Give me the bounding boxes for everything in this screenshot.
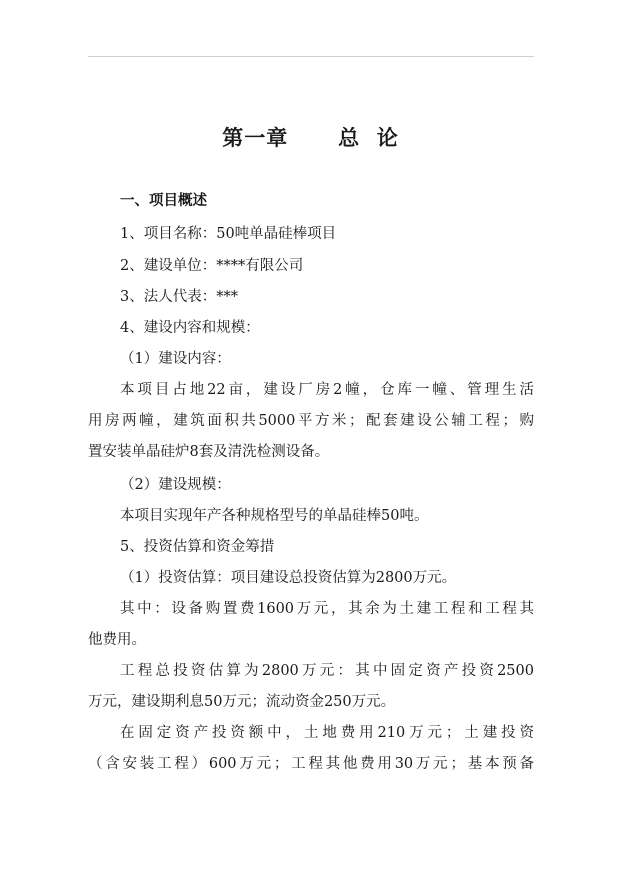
content-line-3: 置安装单晶硅炉8套及清洗检测设备。 — [88, 444, 330, 460]
investment-line-3: 工程总投资估算为2800万元：其中固定资产投资2500 — [120, 663, 534, 679]
item-legal-rep: 3、法人代表：*** — [120, 289, 238, 305]
item-scope: 4、建设内容和规模： — [120, 320, 260, 336]
item-project-name: 1、项目名称：50吨单晶硅棒项目 — [120, 226, 337, 242]
item-construction-unit: 2、建设单位：****有限公司 — [120, 258, 304, 274]
scale-line: 本项目实现年产各种规格型号的单晶硅棒50吨。 — [120, 508, 429, 524]
investment-line-6: （含安装工程）600万元；工程其他费用30万元；基本预备 — [88, 756, 534, 772]
chapter-number: 第一章 — [222, 126, 289, 150]
chapter-title — [0, 122, 621, 152]
scale-label: （2）建设规模： — [120, 477, 231, 493]
section-heading-overview: 一、项目概述 — [120, 193, 207, 209]
content-line-1: 本项目占地22亩，建设厂房2幢，仓库一幢、管理生活 — [120, 382, 534, 398]
investment-line-1: 其中：设备购置费1600万元，其余为土建工程和工程其 — [120, 601, 534, 617]
investment-estimate: （1）投资估算：项目建设总投资估算为2800万元。 — [120, 570, 457, 586]
chapter-name: 总 论 — [338, 126, 399, 150]
content-label: （1）建设内容： — [120, 351, 231, 367]
investment-line-2: 他费用。 — [88, 632, 146, 648]
content-line-2: 用房两幢，建筑面积共5000平方米；配套建设公辅工程；购 — [88, 413, 534, 429]
investment-line-4: 万元，建设期利息50万元；流动资金250万元。 — [88, 694, 396, 710]
investment-heading: 5、投资估算和资金筹措 — [120, 539, 275, 555]
header-rule — [88, 56, 534, 57]
investment-line-5: 在固定资产投资额中，土地费用210万元；土建投资 — [120, 725, 534, 741]
